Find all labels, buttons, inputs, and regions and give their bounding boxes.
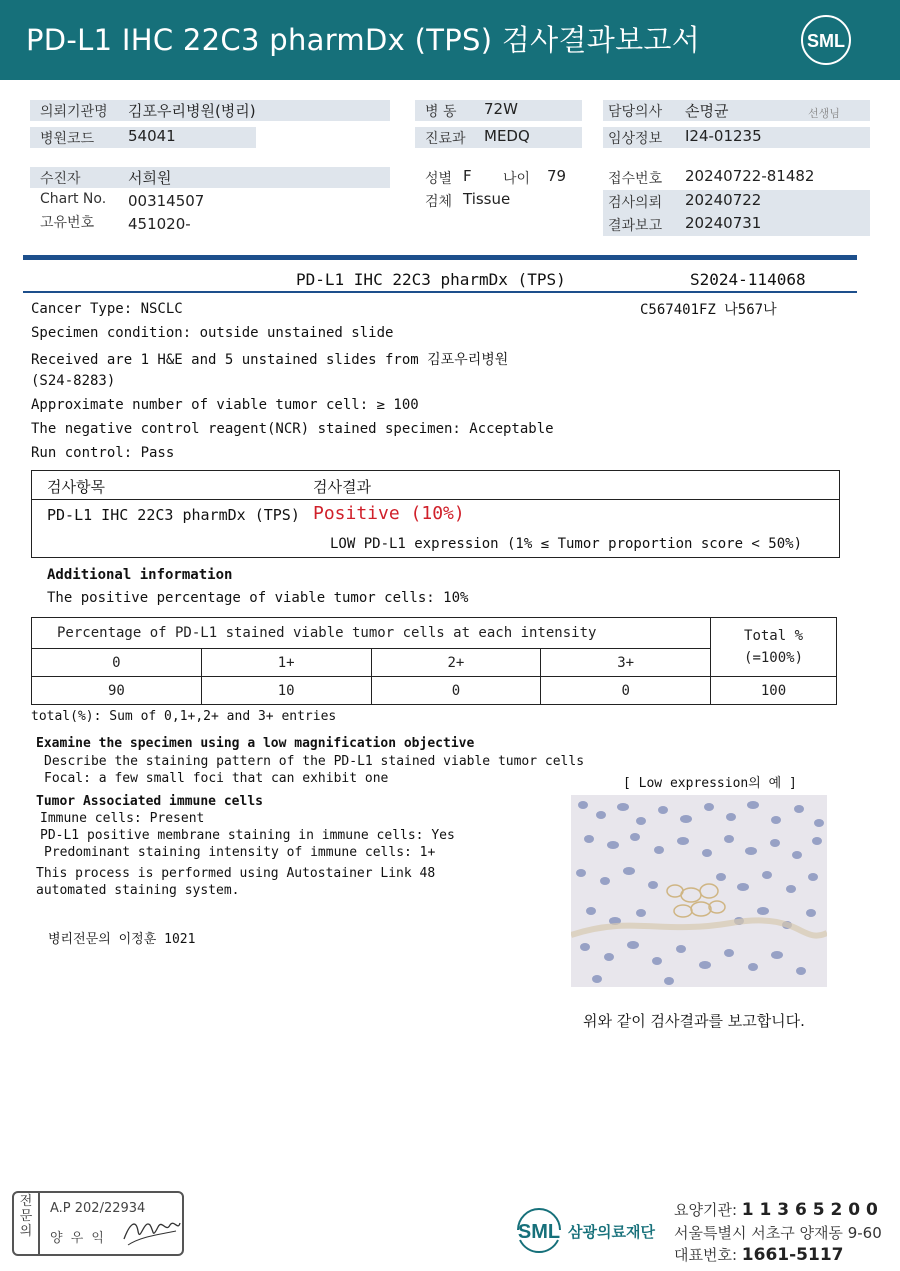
closing-statement: 위와 같이 검사결과를 보고합니다.	[583, 1012, 805, 1030]
total-header	[711, 618, 837, 677]
hospital-code-label: 병원코드	[40, 131, 95, 147]
footer-phone-label: 대표번호:	[674, 1246, 738, 1264]
signature	[120, 1209, 182, 1249]
clinical-value: I24-01235	[685, 127, 762, 145]
age-value: 79	[547, 167, 567, 185]
total-value: 100	[711, 677, 837, 705]
immune-line2: PD-L1 positive membrane staining in immune cells: Yes	[40, 828, 455, 843]
stamp-name: 양 우 익	[50, 1231, 106, 1246]
received-slides: Received are 1 H&E and 5 unstained slides from 김포우리병원	[31, 352, 509, 368]
logo-text: SML	[807, 31, 845, 51]
footer-address: 서울특별시 서초구 양재동 9-60	[674, 1224, 882, 1242]
additional-title: Additional information	[47, 567, 233, 583]
value-0: 90	[32, 677, 202, 705]
footer-code-value: 1 1 3 6 5 2 0 0	[741, 1200, 878, 1220]
receipt-label: 접수번호	[608, 171, 663, 187]
request-label: 검사의뢰	[608, 195, 663, 211]
patient-value: 서희원	[128, 169, 172, 187]
ward-label: 병 동	[425, 104, 457, 120]
section-divider	[23, 255, 857, 260]
specimen-label: 검체	[425, 194, 453, 210]
intensity-header: Percentage of PD-L1 stained viable tumor cells at each intensity	[32, 618, 711, 649]
footer-code	[674, 1199, 878, 1220]
level-0: 0	[32, 649, 202, 677]
clinical-label: 임상정보	[608, 131, 663, 147]
report-title: PD-L1 IHC 22C3 pharmDx (TPS) 검사결과보고서	[26, 23, 701, 57]
result-positive: Positive (10%)	[313, 503, 465, 524]
footer-sml-logo	[510, 1200, 568, 1258]
dept-value: MEDQ	[484, 127, 530, 145]
cancer-type: Cancer Type: NSCLC	[31, 301, 183, 317]
specimen-condition: Specimen condition: outside unstained slide	[31, 325, 394, 341]
footer-logo-text: SML	[517, 1221, 561, 1243]
result-item: PD-L1 IHC 22C3 pharmDx (TPS)	[47, 506, 300, 524]
receipt-value: 20240722-81482	[685, 167, 815, 185]
immune-line3: Predominant staining intensity of immune cells: 1+	[44, 845, 436, 860]
total-header-sub: (=100%)	[744, 650, 804, 666]
uid-label: 고유번호	[40, 215, 95, 231]
sex-value: F	[463, 167, 472, 185]
specialist-stamp	[12, 1191, 184, 1256]
level-1: 1+	[201, 649, 371, 677]
uid-value: 451020-	[128, 215, 191, 233]
table-footnote: total(%): Sum of 0,1+,2+ and 3+ entries	[31, 709, 337, 724]
case-reference: (S24-8283)	[31, 373, 116, 389]
value-2: 0	[371, 677, 541, 705]
title-underline	[23, 291, 857, 293]
footer-brand-name: 삼광의료재단	[568, 1223, 655, 1241]
intensity-table	[31, 617, 837, 705]
image-caption: [ Low expression의 예 ]	[623, 776, 797, 791]
process-line1: This process is performed using Autostainer Link 48	[36, 866, 436, 881]
report-number: S2024-114068	[690, 270, 806, 289]
footer-phone-value: 1661-5117	[741, 1245, 844, 1265]
doctor-label: 담당의사	[608, 104, 663, 120]
hospital-code-value: 54041	[128, 127, 176, 145]
stamp-side-label: 전문의	[14, 1193, 40, 1254]
result-note: LOW PD-L1 expression (1% ≤ Tumor proportion score < 50%)	[330, 536, 803, 552]
examine-line2: Focal: a few small foci that can exhibit one	[44, 771, 389, 786]
report-date-value: 20240731	[685, 214, 762, 232]
process-line2: automated staining system.	[36, 883, 240, 898]
col-test-item: 검사항목	[47, 478, 105, 496]
dept-label: 진료과	[425, 131, 466, 147]
ihc-micrograph	[571, 795, 827, 987]
immune-line1: Immune cells: Present	[40, 811, 205, 826]
sml-logo	[800, 14, 852, 66]
institution-label: 의뢰기관명	[40, 104, 108, 120]
value-3: 0	[541, 677, 711, 705]
ncr-result: The negative control reagent(NCR) stained specimen: Acceptable	[31, 421, 554, 437]
stamp-ap: A.P 202/22934	[50, 1201, 146, 1216]
footer-phone	[674, 1244, 843, 1265]
level-3: 3+	[541, 649, 711, 677]
report-header	[0, 0, 900, 80]
value-1: 10	[201, 677, 371, 705]
doctor-value: 손명균	[685, 102, 729, 120]
ward-value: 72W	[484, 100, 518, 118]
examine-title: Examine the specimen using a low magnification objective	[36, 736, 475, 751]
examine-line1: Describe the staining pattern of the PD-L1 stained viable tumor cells	[44, 754, 585, 769]
immune-title: Tumor Associated immune cells	[36, 794, 263, 809]
sex-label: 성별	[425, 171, 453, 187]
request-value: 20240722	[685, 191, 762, 209]
additional-text: The positive percentage of viable tumor cells: 10%	[47, 590, 469, 606]
chart-value: 00314507	[128, 192, 205, 210]
level-2: 2+	[371, 649, 541, 677]
specimen-value: Tissue	[463, 190, 511, 208]
age-label: 나이	[503, 171, 531, 187]
test-title: PD-L1 IHC 22C3 pharmDx (TPS)	[296, 270, 566, 289]
chart-label: Chart No.	[40, 191, 107, 207]
institution-value: 김포우리병원(병리)	[128, 102, 256, 120]
pathologist: 병리전문의 이정훈 1021	[48, 932, 196, 947]
report-date-label: 결과보고	[608, 218, 663, 234]
footer-code-label: 요양기관:	[674, 1201, 738, 1219]
total-header-label: Total %	[744, 628, 804, 644]
doctor-suffix: 선생님	[808, 107, 840, 120]
patient-label: 수진자	[40, 171, 81, 187]
block-number: C567401FZ 나567나	[640, 302, 777, 318]
col-test-result: 검사결과	[313, 478, 371, 496]
run-control: Run control: Pass	[31, 445, 175, 461]
viable-tumor-count: Approximate number of viable tumor cell: ≥ 100	[31, 397, 419, 413]
